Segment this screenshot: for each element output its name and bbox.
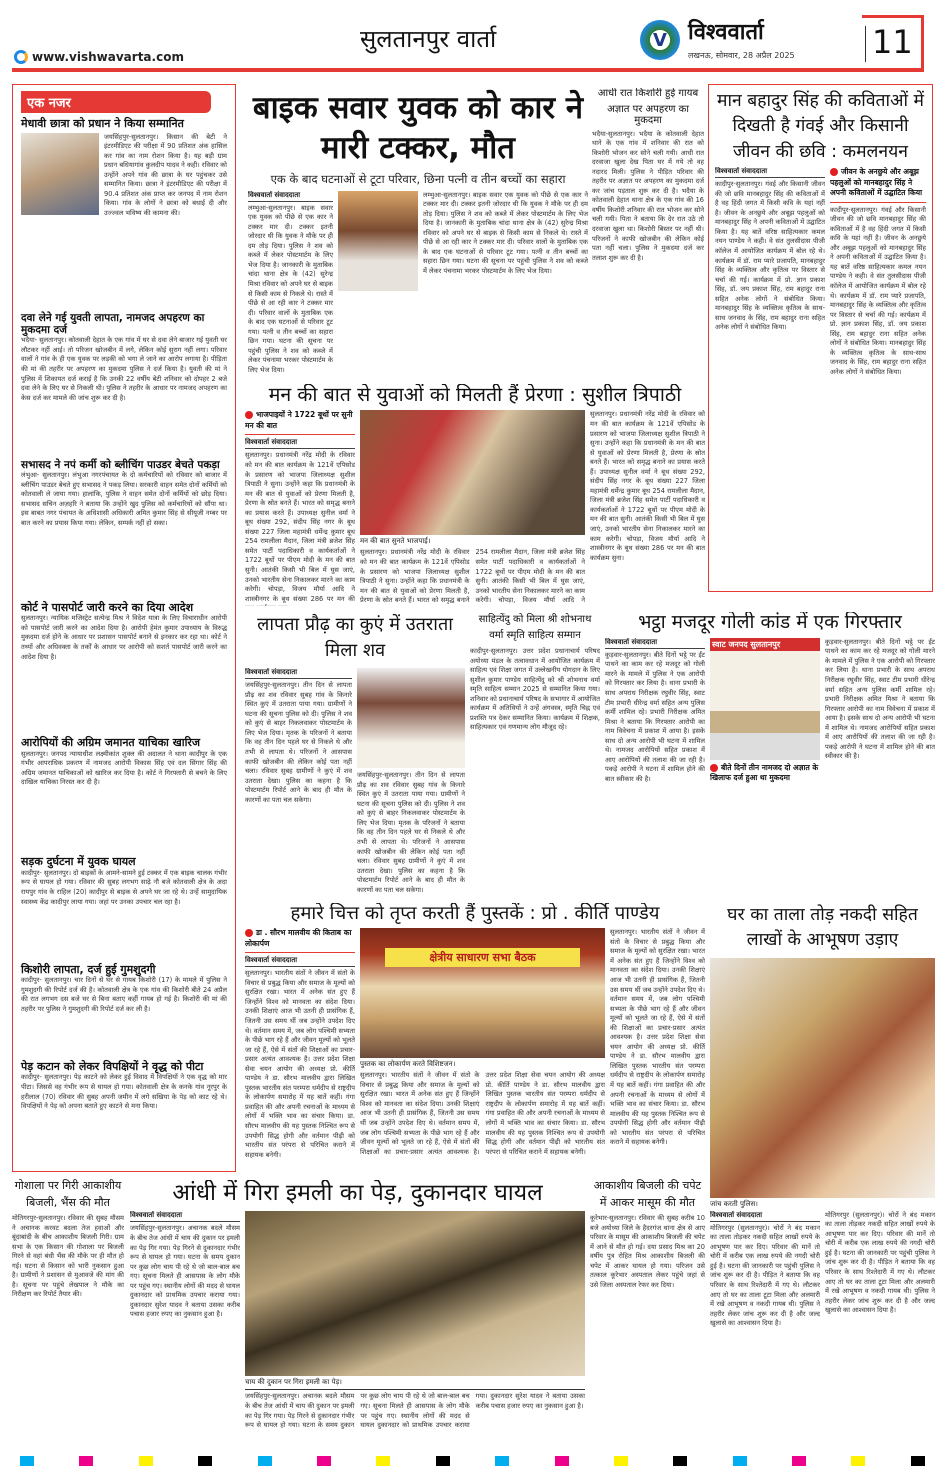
highlight: डा . सौरभ मालवीय की किताब का लोकार्पण: [245, 928, 352, 948]
browser-e-icon: [14, 50, 28, 64]
police-station-sign: स्वाट जनपद सुलतानपुर: [710, 638, 820, 651]
story-title: सभासद ने नपं कर्मी को ब्लीचिंग पाउडर बेचते पकड़ा: [21, 459, 220, 472]
burglary-photo: [710, 958, 935, 1198]
story-body: जयसिंहपुर-सुलतानपुर। तीन दिन से लापता प्रौढ़ का शव रविवार सुबह गांव के किनारे स्थित कुएं में उतराता पाया गया। ग्रामीणों ने घटना की सूचना पुलिस को दी। पुलिस ने शव को कुएं से बाहर निकलवाकर पोस्टमार्टम के लिए भेज दिया। मृतक के परिजनों ने बताया कि वह तीन दिन पहले घर से निकले थे और तभी से लापता थे। परिजनों ने आसपास काफी खोजबीन की लेकिन कोई पता नहीं चला। रविवार सुबह ग्रामीणों ने कुएं में शव उतराता देखा। पुलिस का कहना है कि पोस्टमार्टम रिपोर्ट आने के बाद ही मौत के कारणों का पता चल सकेगा।: [245, 681, 352, 804]
story-title: पेड़ कटान को लेकर विपक्षियों ने वृद्ध को पीटा: [21, 1059, 204, 1073]
story-body-cont: कादीपुर-सुलतानपुर। गंवई और किसानी जीवन की जो छवि मानबहादुर सिंह की कविताओं में है वह हिंदी जगत में किसी कवि के यहां नहीं है। जीवन के अनछुये और अबूझ पहलुओं को मानबहादुर सिंह ने अपनी कविताओं में उद्घाटित किया है। यह बातें वरिष्ठ साहित्यकार कमल नयन पाण्डेय ने कही। वे संत तुलसीदास पीजी कॉलेज में आयोजित कार्यक्रम में बोल रहे थे। कार्यक्रम में डॉ. राम प्यारे प्रजापति, मानबहादुर सिंह के व्यक्तित्व और कृतित्व पर विस्तार से चर्चा की गई। कार्यक्रम में प्रो. ज्ञान प्रकाश सिंह, डॉ. जय प्रकाश सिंह, राम बहादुर राना सहित अनेक लोगों ने संबोधित किया। मानबहादुर सिंह के व्यक्तित्व कृतित्व के साथ-साथ जनवाद के सिंह, राम बहादुर राना सहित अनेक लोगों ने संबोधित किया।: [830, 205, 926, 376]
story-body: भदैया-सुलतानपुर। भदैया के कोतवाली देहात थाने के एक गांव में शनिवार की रात को किशोरी भोजन कर सोने चली गयी। आधी रात दरवाजा खुला देख पिता घर में गये तो वह नदारद मिली। पुलिस ने पीड़ित परिवार की तहरीर पर अज्ञात पर अपहरण का मुकदमा दर्ज कर जांच पड़ताल शुरू कर दी है। भदैया के कोतवाली देहात थाना क्षेत्र के एक गांव की 16 वर्षीय किशोरी शनिवार की रात भोजन कर सोने चली गयी। पिता ने बताया कि देर रात उठे तो दरवाजा खुला था। किशोरी बिस्तर पर नहीं थी। परिजनों ने काफी खोजबीन की लेकिन कोई पता नहीं चला। पुलिस ने मुकदमा दर्ज कर तलाश शुरू कर दी है।: [592, 129, 704, 262]
gaushala-story: [12, 1178, 124, 1444]
bhatta-story: [605, 612, 935, 898]
story-body-cont: जयसिंहपुर-सुलतानपुर। अचानक बदले मौसम के बीच तेज आंधी में चाय की दुकान पर इमली का पेड़ गिर गया। पेड़ गिरने से दुकानदार गंभीर रूप से घायल हो गया। घटना के समय दुकान पर कुछ लोग चाय पी रहे थे जो बाल-बाल बच गए। सूचना मिलते ही आसपास के लोग मौके पर पहुंच गए। स्थानीय लोगों की मदद से घायल दुकानदार को प्राथमिक उपचार कराया गया। दुकानदार सुरेश यादव ने बताया उसका करीब पचास हजार रुपए का नुकसान हुआ है।: [245, 1389, 585, 1444]
fallen-tree-photo: [245, 1211, 585, 1376]
story-body-cont: सुलतानपुर। भारतीय संतों ने जीवन में संतो के विचार से प्रबुद्ध किया और समाज के मूल्यों को सुरक्षित रखा। भारत में अनेक संत हुए हैं जिन्होंने विश्व को मानवता का संदेश दिया। उनकी शिक्षाएं आज भी उतनी ही प्रासंगिक हैं, जितनी उस समय थीं जब उन्होंने उपदेश दिए थे। वर्तमान समय में, जब लोग पश्चिमी सभ्यता के पीछे भाग रहे हैं और जीवन मूल्यों को भूलते जा रहे हैं, ऐसे में संतों की शिक्षाओं का प्रचार-प्रसार अत्यंत आवश्यक है। उत्तर प्रदेश शिक्षा सेवा चयन आयोग की अध्यक्ष प्रो. कीर्ति पाण्डेय ने डा. सौरभ मालवीय द्वारा लिखित पुस्तक भारतीय संत परम्परा धर्मदीप से राष्ट्रदीप के लोकार्पण समारोह में यह बातें कहीं। गंगा प्रवाहित की और अपनी रचनाओं के माध्यम से लोगों में भक्ति भाव का संचार किया। डा. सौरभ मालवीय की यह पुस्तक निश्चित रूप से उपयोगी सिद्ध होगी और वर्तमान पीढ़ी को भारतीय संत परंपरा से परिचित कराने में सहायक बनेगी।: [360, 1071, 605, 1156]
photo-caption: मन की बात सुनते भाजपाई।: [360, 537, 431, 546]
color-registration-bar: [20, 1456, 925, 1466]
award-story: [470, 612, 600, 898]
highlight: बीते दिनों तीन नामजद दो अज्ञात के खिलाफ दर्ज हुआ था मुकदमा: [710, 762, 819, 783]
story-body-cont: सुलतानपुर। प्रधानमंत्री नरेंद्र मोदी के रविवार को मन की बात कार्यक्रम के 121वें एपिसोड के प्रसारण को भाजपा जिलाध्यक्ष सुशील त्रिपाठी ने सुना। उन्होंने कहा कि प्रधानमंत्री के मन की बात से युवाओं को प्रेरणा मिलती है, प्रेरणा के स्रोत बनते हैं। भारत को समृद्ध बनाने 254 रामलीला मैदान, जिला मंत्री ब्रजेश सिंह समेत पार्टी पदाधिकारी व कार्यकर्ताओं ने 1722 बूथों पर पीएम मोदी के मन की बात सुनी। आतंकी किसी भी बिल में घुस जाएं, उनको भारतीय सेना निकालकर मारने का काम करेगी। चोपड़ा, विजय मौर्या आदि ने: [360, 548, 585, 605]
story-body: कूरेभार-सुलतानपुर। रविवार की सुबह करीब 10 बजे अयोध्या जिले के हैदरगंज थाना क्षेत्र से आए परिवार के मासूम की आकाशीय बिजली की चपेट में आने से मौत हो गई। दया प्रसाद मिश्र का 20 वर्षीय पुत्र रोहित मिश्र आकाशीय बिजली की चपेट में आकर घायल हो गया। परिजन उसे तत्काल कूरेभार अस्पताल लेकर पहुंचे जहां से उसे जिला अस्पताल रेफर कर दिया।: [590, 1214, 705, 1289]
lightning-story: [590, 1178, 705, 1444]
ek-nazar-column: [12, 84, 236, 1172]
book-launch-photo: [360, 928, 605, 1058]
byline: विश्ववार्ता संवाददाता: [245, 438, 355, 449]
story-body: कादीपुर-सुलतानपुर। गंवई और किसानी जीवन की जो छवि मानबहादुर सिंह की कविताओं में है वह हिंदी जगत में किसी कवि के यहां नहीं है। जीवन के अनछुये और अबूझ पहलुओं को मानबहादुर सिंह ने अपनी कविताओं में उद्घाटित किया है। यह बातें वरिष्ठ साहित्यकार कमल नयन पाण्डेय ने कही। वे संत तुलसीदास पीजी कॉलेज में आयोजित कार्यक्रम में बोल रहे थे। कार्यक्रम में डॉ. राम प्यारे प्रजापति, मानबहादुर सिंह के व्यक्तित्व और कृतित्व पर विस्तार से चर्चा की गई। कार्यक्रम में प्रो. ज्ञान प्रकाश सिंह, डॉ. जय प्रकाश सिंह, राम बहादुर राना सहित अनेक लोगों ने संबोधित किया। मानबहादुर सिंह के व्यक्तित्व कृतित्व के साथ-साथ जनवाद के सिंह, राम बहादुर राना सहित अनेक लोगों ने संबोधित किया।: [715, 180, 825, 332]
story-body: सुलतानपुर। जनपद न्यायाधीश लक्ष्मीकांत शुक्ल की अदालत ने थाना कादीपुर के एक गंभीर आपराधिक प्रकरण में नामजद आरोपी विकास सिंह एवं दल सिंगार सिंह की अग्रिम जमानत याचिकाओं को खारिज कर दिया है। कोर्ट ने गिरफ्तारी से बचने के लिए दाखिल याचिका निरस्त कर दी है।: [21, 749, 227, 787]
story-body-cont: कुड़वार-सुलतानपुर। बीते दिनों भट्ठे पर ईंट पाथने का काम कर रहे मजदूर को गोली मारने के मामले में पुलिस ने एक आरोपी को गिरफ्तार कर लिया है। थाना प्रभारी के साथ अपराध निरीक्षक रघुवीर सिंह, स्वाट टीम प्रभारी धीरेन्द्र वर्मा सहित अन्य पुलिस कर्मी शामिल रहे। प्रभारी निरीक्षक अमित मिश्रा ने बताया कि गिरफ्तार आरोपी का नाम विवेचना में प्रकाश में आया है। इसके साथ दो अन्य आरोपी भी घटना में शामिल थे। नामजद आरोपियों सहित प्रकाश में आए आरोपियों की तलाश की जा रही है। पकड़े आरोपी ने घटना में शामिल होने की बात स्वीकार की है।: [825, 637, 935, 761]
story-title: मेधावी छात्रा को प्रधान ने किया सम्मानित: [21, 117, 184, 130]
bullet-icon: [710, 764, 718, 772]
byline: विश्ववार्ता संवाददाता: [130, 1211, 240, 1222]
story-title: अज्ञात पर अपहरण का मुकदमा: [607, 103, 689, 126]
mannkibaat-headline: मन की बात से युवाओं को मिलती हैं प्रेरणा : सुशील त्रिपाठी: [268, 384, 682, 406]
burglary-story: [710, 903, 935, 1443]
website-url[interactable]: www.vishwavarta.com: [14, 50, 184, 64]
photo-caption: पुस्तक का लोकार्पण करते विशिष्टजन।: [360, 1060, 456, 1069]
abduction-story: [592, 88, 704, 378]
photo-caption: जांच करती पुलिस।: [710, 1199, 758, 1208]
lead-headline: बाइक सवार युवक को कार ने मारी टक्कर, मौत: [252, 90, 584, 167]
byline: विश्ववार्ता संवाददाता: [245, 668, 352, 679]
story-body: कादीपुर- सुलतानपुर। दो बाइकों के आमने-सामने हुई टक्कर में एक बाइक चालक गंभीर रूप से घायल हो गया। रविवार की सुबह लगभग साढ़े नौ बजे कोतवाली क्षेत्र के अदा रायपुर गांव के राहिल (20) कादीपुर से बाइक से अपने घर जा रहे थे। उन्हें सामुदायिक स्वास्थ्य केंद्र कादीपुर लाया गया। जहां पर उनका उपचार चल रहा है।: [21, 868, 227, 906]
story-body: मोतिगरपुर (सुलतानपुर)। चोरों ने बंद मकान का ताला तोड़कर नकदी सहित लाखों रुपये के आभूषण पार कर दिए। परिवार की मानें तो चोरी में करीब एक लाख रुपये की नगदी चोरी हुई है। घटना की जानकारी पर पहुंची पुलिस ने जांच शुरू कर दी है। पीड़ित ने बताया कि वह परिवार के साथ रिश्तेदारी में गए थे। लौटकर आए तो घर का ताला टूटा मिला और अलमारी में रखे आभूषण व नकदी गायब थी। पुलिस ने तहरीर लेकर जांच शुरू कर दी है और जल्द खुलासे का आश्वासन दिया है।: [710, 1223, 820, 1328]
burglary-headline: घर का ताला तोड़ नकदी सहित लाखों के आभूषण उड़ाए: [727, 905, 918, 951]
books-headline: हमारे चित्त को तृप्त करती हैं पुस्तकें : प्रो . कीर्ति पाण्डेय: [290, 903, 660, 924]
photo-caption: चाय की दुकान पर गिरा इमली का पेड़।: [245, 1378, 342, 1387]
dateline: लखनऊ, सोमवार, 28 अप्रैल 2025: [688, 51, 795, 60]
mannkibaat-story: [245, 384, 705, 606]
storm-headline: आंधी में गिरा इमली का पेड़, दुकानदार घायल: [172, 1180, 543, 1206]
well-story: [245, 612, 465, 898]
story-body-cont: सुलतानपुर। भारतीय संतों ने जीवन में संतो के विचार से प्रबुद्ध किया और समाज के मूल्यों को सुरक्षित रखा। भारत में अनेक संत हुए हैं जिन्होंने विश्व को मानवता का संदेश दिया। उनकी शिक्षाएं आज भी उतनी ही प्रासंगिक हैं, जितनी उस समय थीं जब उन्होंने उपदेश दिए थे। वर्तमान समय में, जब लोग पश्चिमी सभ्यता के पीछे भाग रहे हैं और जीवन मूल्यों को भूलते जा रहे हैं, ऐसे में संतों की शिक्षाओं का प्रचार-प्रसार अत्यंत आवश्यक है। उत्तर प्रदेश शिक्षा सेवा चयन आयोग की अध्यक्ष प्रो. कीर्ति पाण्डेय ने डा. सौरभ मालवीय द्वारा लिखित पुस्तक भारतीय संत परम्परा धर्मदीप से राष्ट्रदीप के लोकार्पण समारोह में यह बातें कहीं। गंगा प्रवाहित की और अपनी रचनाओं के माध्यम से लोगों में भक्ति भाव का संचार किया। डा. सौरभ मालवीय की यह पुस्तक निश्चित रूप से उपयोगी सिद्ध होगी और वर्तमान पीढ़ी को भारतीय संत परंपरा से परिचित कराने में सहायक बनेगी।: [610, 928, 705, 1147]
lead-story: [248, 88, 588, 378]
brand-name: विश्ववार्ता: [688, 20, 764, 45]
byline: विश्ववार्ता संवाददाता: [248, 191, 333, 202]
section-title: सुलतानपुर वार्ता: [360, 25, 497, 53]
mannkibaat-photo: [360, 410, 585, 535]
storm-story: [130, 1180, 585, 1444]
story-title: किशोरी लापता, दर्ज हुई गुमशुदगी: [21, 962, 156, 976]
byline: विश्ववार्ता संवाददाता: [605, 638, 705, 649]
ek-nazar-tag: एक नजर: [21, 91, 211, 113]
story-body: भदैया- सुलतानपुर। कोतवाली देहात के एक गांव में घर से दवा लेने बाजार गई युवती घर लौटकर नहीं आई। तो परिजन खोजबीन में लगे, लेकिन कोई सुराग नहीं लगा। परिवार वालों ने गांव के ही एक युवक पर लड़की को भगा ले जाने का आरोप लगाया है। पीड़िता की मां की तहरीर पर अपहरण का मुकदमा पुलिस ने दर्ज किया है। युवती की मां ने पुलिस में शिकायत दर्ज कराई है कि उनकी 22 वर्षीय बेटी शनिवार को दोपहर 2 बजे दवा लेने के लिए घर से निकली थी। पुलिस ने तहरीर के आधार पर नामजद अपहरण का केस दर्ज कर मामले की जांच शुरू कर दी है।: [21, 336, 227, 402]
story-body: सुलतानपुर। प्रधानमंत्री नरेंद्र मोदी के रविवार को मन की बात कार्यक्रम के 121वें एपिसोड के प्रसारण को भाजपा जिलाध्यक्ष सुशील त्रिपाठी ने सुना। उन्होंने कहा कि प्रधानमंत्री के मन की बात से युवाओं को प्रेरणा मिलती है, प्रेरणा के स्रोत बनते हैं। भारत को समृद्ध बनाने का प्रयास करते हैं। उपाध्यक्ष सुनील वर्मा ने बूथ संख्या 292, संदीप सिंह नगर के बूथ संख्या 227 जिला महामंत्री धर्मेन्द्र कुमार बूथ 254 रामलीला मैदान, जिला मंत्री ब्रजेश सिंह समेत पार्टी पदाधिकारी व कार्यकर्ताओं ने 1722 बूथों पर पीएम मोदी के मन की बात सुनी। आतंकी किसी भी बिल में घुस जाएं, उनको भारतीय सेना निकालकर मारने का काम करेगी। चोपड़ा, विजय मौर्या आदि ने शास्त्रीनगर के बूथ संख्या 286 पर मन की: [245, 451, 355, 603]
story-body-cont: मोतिगरपुर (सुलतानपुर)। चोरों ने बंद मकान का ताला तोड़कर नकदी सहित लाखों रुपये के आभूषण पार कर दिए। परिवार की मानें तो चोरी में करीब एक लाख रुपये की नगदी चोरी हुई है। घटना की जानकारी पर पहुंची पुलिस ने जांच शुरू कर दी है। पीड़ित ने बताया कि वह परिवार के साथ रिश्तेदारी में गए थे। लौटकर आए तो घर का ताला टूटा मिला और अलमारी में रखे आभूषण व नकदी गायब थी। पुलिस ने तहरीर लेकर जांच शुरू कर दी है और जल्द खुलासे का आश्वासन दिया है।: [825, 1210, 935, 1315]
story-body: कादीपुर- सुलतानपुर। पेड़ काटने को लेकर हुई विवाद में विपक्षियों ने एक वृद्ध को मार पीटा। जिससे वह गंभीर रूप से घायल हो गया। कोतवाली क्षेत्र के कनके गांव नूरपुर के हरीलाल (70) रविवार की सुबह अपनी जमीन में लगे सखिया के पेड़ को काट रहे थे। विपक्षियों ने पेड़ को अपना बताते हुए काटने से मना किया।: [21, 1073, 227, 1111]
books-story: [245, 903, 705, 1171]
header-rule: [12, 68, 924, 72]
bullet-icon: [245, 411, 253, 419]
victim-photo: [338, 191, 418, 291]
lead-subhead: एक के बाद घटनाओं से टूटा परिवार, छिना पत्नी व तीन बच्चों का सहारा: [270, 171, 566, 186]
bhatta-headline: भट्ठा मजदूर गोली कांड में एक गिरफ्तार: [638, 612, 902, 633]
lead-body-cont: लम्भुआ-सुलतानपुर। बाइक सवार एक युवक को पीछे से एक कार ने टक्कर मार दी। टक्कर इतनी जोरदार थी कि युवक ने मौके पर ही दम तोड़ दिया। पुलिस ने शव को कब्जे में लेकर पोस्टमार्टम के लिए भेज दिया है। जानकारी के मुताबिक चांदा थाना क्षेत्र के (42) सुरेन्द्र मिश्रा रविवार को अपने घर से बाइक से किसी काम से निकले थे। रास्ते में पीछे से आ रही कार ने टक्कर मार दी। परिवार वालों के मुताबिक एक के बाद एक घटनाओं से परिवार टूट गया। पत्नी व तीन बच्चों का सहारा छिन गया। घटना की सूचना पर पहुंची पुलिस ने शव को कब्जे में लेकर पंचनामा भरकर पोस्टमार्टम के लिए भेज दिया।: [423, 190, 588, 275]
highlight: भाजपाइयों ने 1722 बूथों पर सुनी मन की बात: [245, 410, 353, 430]
story-body: सुलतानपुर। न्यायिक मजिस्ट्रेट सत्येन्द्र मिश्र ने विदेश यात्रा के लिए विचाराधीन आरोपी को पासपोर्ट जारी करने का आदेश दिया है। आरोपी हेमंत कुमार उपाध्याय के विरुद्ध मुकदमा दर्ज होने के आधार पर प्रशासन पासपोर्ट बनाने से इनकार कर रहा था। कोर्ट ने तथ्यों और अधिवक्ता के तर्कों के आधार पर आरोपी को सशर्त पासपोर्ट जारी करने का आदेश दिया है।: [21, 614, 227, 661]
poet-story-box: [708, 84, 933, 592]
arrest-photo: [710, 638, 820, 760]
story-body: लंभुआ- सुलतानपुर। लंभुआ नगरपंचायत के दो कर्मचारियों को रविवार को बाजार में ब्लीचिंग पाउडर बेचते हुए सभासद ने पकड़ लिया। सरकारी वाहन समेत दोनों कर्मियों को कोतवाली ले जाया गया। हालांकि, पुलिस ने वाहन समेत दोनों कर्मियों को छोड़ दिया। सभासद सचिन अज़हरि ने बताया कि उन्होंने खुद पुलिस को कर्मचारियों को सौंपा था। इस बाबत नगर पंचायत के अधिशासी अधिकारी अमित कुमार सिंह से सीयूजी नम्बर पर बात करने का प्रयास किया गया। लेकिन, सम्पर्क नहीं हो सका।: [21, 471, 227, 527]
byline: विश्ववार्ता संवाददाता: [245, 956, 355, 967]
story-title: साहित्येंदु को मिला श्री शोभनाथ वर्मा स्मृति साहित्य सम्मान: [478, 614, 592, 641]
story-body: कादीपुर-सुलतानपुर। उत्तर प्रदेश प्रधानाचार्य परिषद अयोध्या मंडल के तत्वावधान में आयोजित कार्यक्रम में साहित्य एवं शिक्षा जगत में उल्लेखनीय योगदान के लिए सुशील कुमार पाण्डेय साहित्येंदु को श्री शोभनाथ वर्मा स्मृति साहित्य सम्मान 2025 से सम्मानित किया गया। शनिवार को प्रधानाचार्य परिषद के सभागार में आयोजित कार्यक्रम में अतिथियों ने उन्हें अंगवस्त्र, स्मृति चिह्न एवं प्रशस्ति पत्र देकर सम्मानित किया। कार्यक्रम में शिक्षक, साहित्यकार एवं गणमान्य लोग मौजूद रहे।: [470, 647, 600, 732]
bullet-icon: [245, 929, 253, 937]
story-body: कादीपुर- सुलतानपुर। चार दिनों से घर से गायब किशोरी (17) के मामले में पुलिस ने गुमशुदगी की रिपोर्ट दर्ज की है। कोतवाली क्षेत्र के एक गांव की किशोरी बीते 24 अप्रैल की रात लगभग दस बजे घर से बिना बताए कहीं गायब हो गई है। किशोरी की मां की तहरीर पर पुलिस ने गुमशुदगी की रिपोर्ट दर्ज कर ली है।: [21, 976, 227, 1013]
bullet-icon: [830, 168, 838, 176]
story-body: मोतिगरपुर-सुलतानपुर। रविवार की सुबह मौसम ने अचानक करवट बदला तेज हवाओं और बूंदाबांदी के बीच आकाशीय बिजली गिरी। ग्राम सभा के एक किसान की गोशाला पर बिजली गिरने से वहां बंधी भैंस की मौके पर ही मौत हो गई। घटना से किसान को भारी नुकसान हुआ है। ग्रामीणों ने प्रशासन से मुआवजे की मांग की है। सूचना पर पहुंचे लेखपाल ने मौके का निरीक्षण कर रिपोर्ट तैयार की।: [12, 1214, 124, 1299]
story-title: आधी रात किशोरी हुई गायब: [597, 88, 699, 99]
story-body: सुलतानपुर। भारतीय संतों ने जीवन में संतो के विचार से प्रबुद्ध किया और समाज के मूल्यों को सुरक्षित रखा। भारत में अनेक संत हुए हैं जिन्होंने विश्व को मानवता का संदेश दिया। उनकी शिक्षाएं आज भी उतनी ही प्रासंगिक हैं, जितनी उस समय थीं जब उन्होंने उपदेश दिए थे। वर्तमान समय में, जब लोग पश्चिमी सभ्यता के पीछे भाग रहे हैं और जीवन मूल्यों को भूलते जा रहे हैं, ऐसे में संतों की शिक्षाओं का प्रचार-प्रसार अत्यंत आवश्यक है। उत्तर प्रदेश शिक्षा सेवा चयन आयोग की अध्यक्ष प्रो. कीर्ति पाण्डेय ने डा. सौरभ मालवीय द्वारा लिखित पुस्तक भारतीय संत परम्परा धर्मदीप से राष्ट्रदीप के लोकार्पण समारोह में यह बातें कहीं। गंगा प्रवाहित की और अपनी रचनाओं के माध्यम से लोगों में भक्ति भाव का संचार किया। डा. सौरभ मालवीय की यह पुस्तक निश्चित रूप से उपयोगी सिद्ध होगी और वर्तमान पीढ़ी को भारतीय संत परंपरा से परिचित कराने में सहायक बनेगी।: [245, 969, 355, 1159]
story-title: आरोपियों की अग्रिम जमानत याचिका खारिज: [21, 735, 201, 749]
byline: विश्ववार्ता संवाददाता: [715, 167, 825, 178]
story-body: जयसिंहपुर-सुलतानपुर। किसान की बेटी ने इंटरमीडिएट की परीक्षा में 90 प्रतिशत अंक हासिल कर गांव का नाम रोशन किया है। यह बड़ी ग्राम प्रधान बधियागांव कुलदीप यादव ने कही। रविवार को उन्होंने अपने गांव की छात्रा के घर पहुंचकर उसे सम्मानित किया। छात्रा ने इंटरमीडिएट की परीक्षा में 90.4 प्रतिशत अंक प्राप्त कर जनपद में नाम रोशन किया। गांव के लोगों ने छात्रा को बधाई दी और उज्ज्वल भविष्य की कामना की।: [104, 132, 227, 218]
event-banner: क्षेत्रीय साधारण सभा बैठक: [385, 948, 580, 967]
well-headline: लापता प्रौढ़ का कुएं में उतराता मिला शव: [257, 614, 453, 662]
vishwavarta-logo-icon: V: [640, 20, 680, 60]
lead-body: लम्भुआ-सुलतानपुर। बाइक सवार एक युवक को पीछे से एक कार ने टक्कर मार दी। टक्कर इतनी जोरदार थी कि युवक ने मौके पर ही दम तोड़ दिया। पुलिस ने शव को कब्जे में लेकर पोस्टमार्टम के लिए भेज दिया है। जानकारी के मुताबिक चांदा थाना क्षेत्र के (42) सुरेन्द्र मिश्रा रविवार को अपने घर से बाइक से किसी काम से निकले थे। रास्ते में पीछे से आ रही कार ने टक्कर मार दी। परिवार वालों के मुताबिक एक के बाद एक घटनाओं से परिवार टूट गया। पत्नी व तीन बच्चों का सहारा छिन गया। घटना की सूचना पर पहुंची पुलिस ने शव को कब्जे में लेकर पंचनामा भरकर पोस्टमार्टम के लिए भेज दिया।: [248, 203, 333, 374]
page-number: 11: [872, 23, 913, 61]
deceased-photo: [357, 668, 465, 768]
story-body: कुड़वार-सुलतानपुर। बीते दिनों भट्ठे पर ईंट पाथने का काम कर रहे मजदूर को गोली मारने के मामले में पुलिस ने एक आरोपी को गिरफ्तार कर लिया है। थाना प्रभारी के साथ अपराध निरीक्षक रघुवीर सिंह, स्वाट टीम प्रभारी धीरेन्द्र वर्मा सहित अन्य पुलिस कर्मी शामिल रहे। प्रभारी निरीक्षक अमित मिश्रा ने बताया कि गिरफ्तार आरोपी का नाम विवेचना में प्रकाश में आया है। इसके साथ दो अन्य आरोपी भी घटना में शामिल थे। नामजद आरोपियों सहित प्रकाश में आए आरोपियों की तलाश की जा रही है। पकड़े आरोपी ने घटना में शामिल होने की बात स्वीकार की है।: [605, 650, 705, 783]
highlight: जीवन के अनछुये और अबूझ पहलुओं को मानबहादुर सिंह ने अपनी कविताओं में उद्घाटित किया: [830, 167, 926, 203]
story-headline: मान बहादुर सिंह की कविताओं में दिखती है गंवई और किसानी जीवन की छवि : कमलनयन: [717, 91, 924, 162]
byline: विश्ववार्ता संवाददाता: [710, 1211, 820, 1222]
story-title: आकाशीय बिजली की चपेट में आकर मासूम की मौत: [593, 1179, 702, 1209]
student-photo: [21, 133, 99, 215]
story-title: गोशाला पर गिरी आकाशीय बिजली, भैंस की मौत: [14, 1179, 122, 1209]
story-title: कोर्ट ने पासपोर्ट जारी करने का दिया आदेश: [21, 600, 194, 614]
story-title: दवा लेने गई युवती लापता, नामजद अपहरण का मुकदमा दर्ज: [21, 312, 205, 337]
story-body-cont: सुलतानपुर। प्रधानमंत्री नरेंद्र मोदी के रविवार को मन की बात कार्यक्रम के 121वें एपिसोड के प्रसारण को भाजपा जिलाध्यक्ष सुशील त्रिपाठी ने सुना। उन्होंने कहा कि प्रधानमंत्री के मन की बात से युवाओं को प्रेरणा मिलती है, प्रेरणा के स्रोत बनते हैं। भारत को समृद्ध बनाने का प्रयास करते हैं। उपाध्यक्ष सुनील वर्मा ने बूथ संख्या 292, संदीप सिंह नगर के बूथ संख्या 227 जिला महामंत्री धर्मेन्द्र कुमार बूथ 254 रामलीला मैदान, जिला मंत्री ब्रजेश सिंह समेत पार्टी पदाधिकारी व कार्यकर्ताओं ने 1722 बूथों पर पीएम मोदी के मन की बात सुनी। आतंकी किसी भी बिल में घुस जाएं, उनको भारतीय सेना निकालकर मारने का काम करेगी। चोपड़ा, विजय मौर्या आदि ने शास्त्रीनगर के बूथ संख्या 286 पर मन की बात कार्यक्रम सुना।: [590, 410, 705, 562]
story-body-cont: जयसिंहपुर-सुलतानपुर। तीन दिन से लापता प्रौढ़ का शव रविवार सुबह गांव के किनारे स्थित कुएं में उतराता पाया गया। ग्रामीणों ने घटना की सूचना पुलिस को दी। पुलिस ने शव को कुएं से बाहर निकलवाकर पोस्टमार्टम के लिए भेज दिया। मृतक के परिजनों ने बताया कि वह तीन दिन पहले घर से निकले थे और तभी से लापता थे। परिजनों ने आसपास काफी खोजबीन की लेकिन कोई पता नहीं चला। रविवार सुबह ग्रामीणों ने कुएं में शव उतराता देखा। पुलिस का कहना है कि पोस्टमार्टम रिपोर्ट आने के बाद ही मौत के कारणों का पता चल सकेगा।: [357, 771, 465, 894]
story-body: जयसिंहपुर-सुलतानपुर। अचानक बदले मौसम के बीच तेज आंधी में चाय की दुकान पर इमली का पेड़ गिर गया। पेड़ गिरने से दुकानदार गंभीर रूप से घायल हो गया। घटना के समय दुकान पर कुछ लोग चाय पी रहे थे जो बाल-बाल बच गए। सूचना मिलते ही आसपास के लोग मौके पर पहुंच गए। स्थानीय लोगों की मदद से घायल दुकानदार को प्राथमिक उपचार कराया गया। दुकानदार सुरेश यादव ने बताया उसका करीब पचास हजार रुपए का नुकसान हुआ है।: [130, 1224, 240, 1319]
story-title: सड़क दुर्घटना में युवक घायल: [21, 855, 136, 869]
